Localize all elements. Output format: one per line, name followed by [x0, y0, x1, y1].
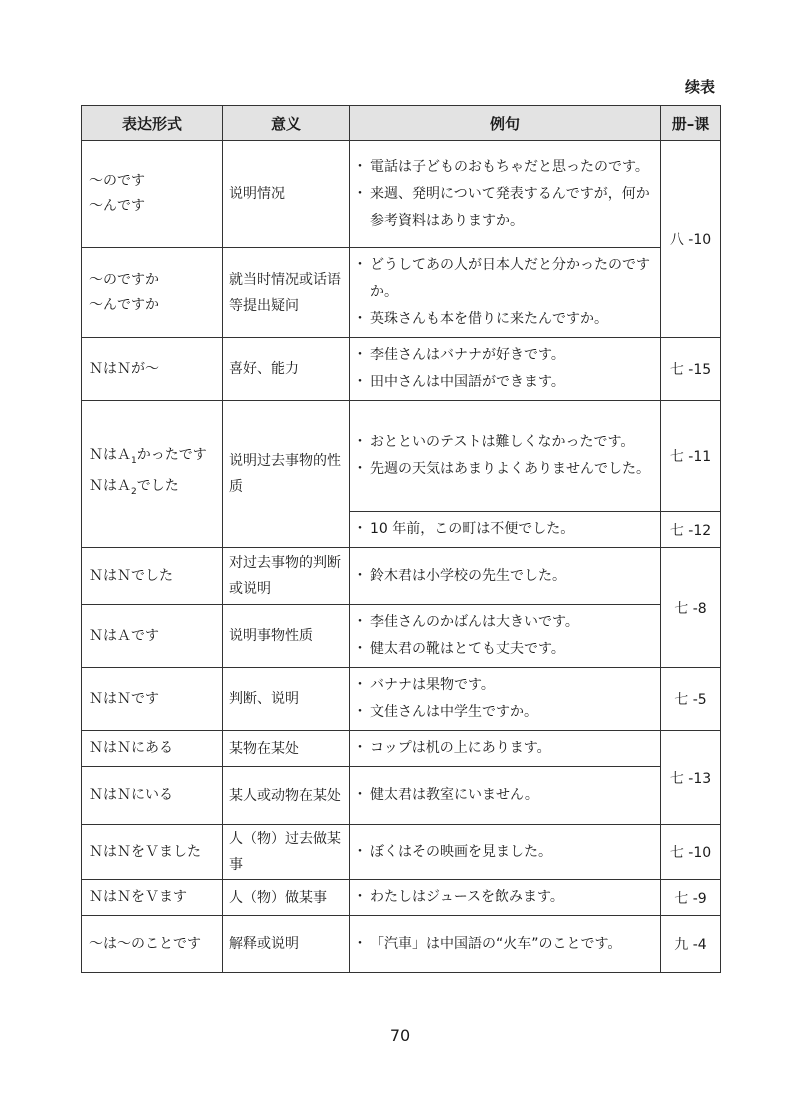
- example-cell: [350, 668, 661, 731]
- example-cell: [350, 401, 661, 512]
- page-number: 70: [389, 1026, 411, 1045]
- book-lesson-cell: 七 -5: [661, 668, 721, 731]
- example-cell: [350, 880, 661, 916]
- example-sentence: ・ 英珠さんも本を借りに来たんですか。: [358, 306, 654, 333]
- example-cell: [350, 825, 661, 880]
- example-sentence: ・ 健太君は教室にいません。: [358, 782, 654, 809]
- form-cell: ～のです ～んです: [82, 141, 223, 248]
- form-cell: ＮはＮをＶます: [82, 880, 223, 916]
- table-row: [82, 668, 721, 731]
- example-cell: [350, 512, 661, 548]
- example-sentence: ・ わたしはジュースを飲みます。: [358, 884, 654, 911]
- book-lesson-cell: 七 -12: [661, 512, 721, 548]
- book-lesson-cell: 九 -4: [661, 916, 721, 973]
- table-row: [82, 548, 721, 605]
- book-lesson-cell: 七 -13: [661, 731, 721, 825]
- header-example: 例句: [350, 106, 661, 141]
- form-cell: ＮはＮが～: [82, 338, 223, 401]
- table-caption: 续表: [684, 78, 715, 96]
- example-sentence: ・ 文佳さんは中学生ですか。: [358, 699, 654, 726]
- example-sentence: ・ 健太君の靴はとても丈夫です。: [358, 636, 654, 663]
- header-meaning: 意义: [223, 106, 350, 141]
- form-cell: ＮはＮでした: [82, 548, 223, 605]
- example-sentence: ・ 李佳さんはバナナが好きです。: [358, 342, 654, 369]
- meaning-cell: 说明过去事物的性质: [223, 401, 350, 548]
- example-sentence: ・ 電話は子どものおもちゃだと思ったのです。: [358, 154, 654, 181]
- example-sentence: ・ 田中さんは中国語ができます。: [358, 369, 654, 396]
- table-row: [82, 401, 721, 512]
- table-row: [82, 767, 721, 825]
- form-cell: ＮはＮにある: [82, 731, 223, 767]
- table-row: [82, 141, 721, 248]
- example-sentence: ・ 鈴木君は小学校の先生でした。: [358, 563, 654, 590]
- grammar-table: [81, 105, 721, 973]
- form-cell: ＮはＡです: [82, 605, 223, 668]
- example-sentence: ・ ぼくはその映画を見ました。: [358, 839, 654, 866]
- book-lesson-cell: 七 -15: [661, 338, 721, 401]
- form-cell: ～のですか ～んですか: [82, 248, 223, 338]
- table-row: [82, 338, 721, 401]
- example-cell: [350, 338, 661, 401]
- book-lesson-cell: 八 -10: [661, 141, 721, 338]
- meaning-cell: 说明事物性质: [223, 605, 350, 668]
- example-sentence: ・ 李佳さんのかばんは大きいです。: [358, 609, 654, 636]
- meaning-cell: 判断、说明: [223, 668, 350, 731]
- form-cell: ＮはＮをＶました: [82, 825, 223, 880]
- form-cell: ＮはＮです: [82, 668, 223, 731]
- example-sentence: ・ バナナは果物です。: [358, 672, 654, 699]
- form-cell: ＮはＡ$_1$かったです ＮはＡ$_2$でした: [82, 401, 223, 548]
- example-cell: [350, 141, 661, 248]
- meaning-cell: 某物在某处: [223, 731, 350, 767]
- table-row: [82, 916, 721, 973]
- header-book-lesson: 册–课: [661, 106, 721, 141]
- example-sentence: ・ 先週の天気はあまりよくありませんでした。: [358, 456, 654, 483]
- table-row: [82, 731, 721, 767]
- meaning-cell: 就当时情况或话语等提出疑问: [223, 248, 350, 338]
- example-sentence: ・ どうしてあの人が日本人だと分かったのですか。: [358, 252, 654, 306]
- form-cell: ～は～のことです: [82, 916, 223, 973]
- header-form: 表达形式: [82, 106, 223, 141]
- example-sentence: ・ 来週、発明について発表するんですが，何か参考資料はありますか。: [358, 181, 654, 235]
- example-cell: [350, 605, 661, 668]
- example-cell: [350, 248, 661, 338]
- meaning-cell: 说明情况: [223, 141, 350, 248]
- book-lesson-cell: 七 -8: [661, 548, 721, 668]
- book-lesson-cell: 七 -9: [661, 880, 721, 916]
- table-row: [82, 825, 721, 880]
- example-cell: [350, 916, 661, 973]
- book-lesson-cell: 七 -10: [661, 825, 721, 880]
- example-sentence: ・ コップは机の上にあります。: [358, 735, 654, 762]
- meaning-cell: 喜好、能力: [223, 338, 350, 401]
- example-sentence: ・ 10 年前，この町は不便でした。: [358, 516, 654, 543]
- meaning-cell: 对过去事物的判断或说明: [223, 548, 350, 605]
- form-cell: ＮはＮにいる: [82, 767, 223, 825]
- table-header-row: [82, 106, 721, 141]
- table-row: [82, 605, 721, 668]
- example-sentence: ・ おとといのテストは難しくなかったです。: [358, 429, 654, 456]
- table-row: [82, 880, 721, 916]
- example-cell: [350, 731, 661, 767]
- meaning-cell: 人（物）做某事: [223, 880, 350, 916]
- example-cell: [350, 548, 661, 605]
- meaning-cell: 解释或说明: [223, 916, 350, 973]
- example-sentence: ・ 「汽車」は中国語の“火车”のことです。: [358, 931, 654, 958]
- book-lesson-cell: 七 -11: [661, 401, 721, 512]
- table-row: [82, 248, 721, 338]
- meaning-cell: 某人或动物在某处: [223, 767, 350, 825]
- example-cell: [350, 767, 661, 825]
- meaning-cell: 人（物）过去做某事: [223, 825, 350, 880]
